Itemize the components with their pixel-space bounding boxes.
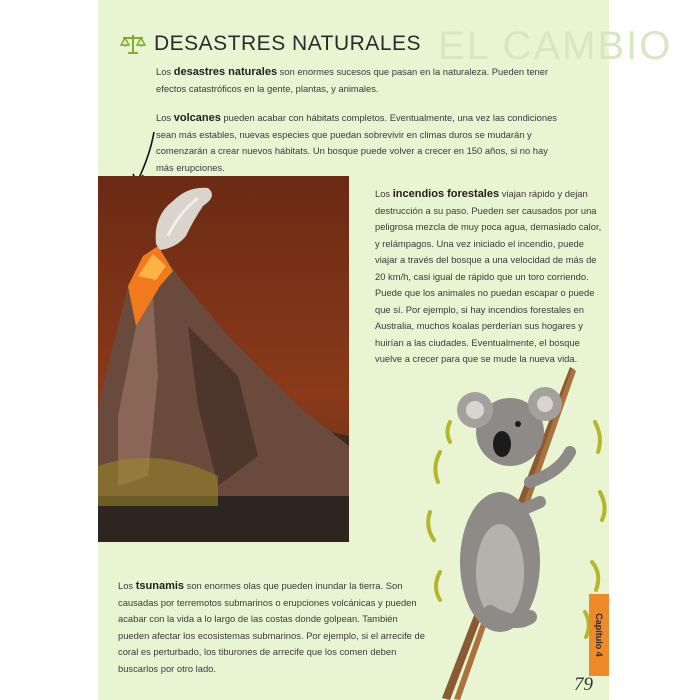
wildfires-text: viajan rápido y dejan destrucción a su paso. Pueden ser causados por una peligrosa mezcla de muy poca agua, demasiado calor, y relámpagos. Una vez iniciado el incendio, puede viajar a través del bosque a una velocidad de más de 20 km/h, casi igual de rápido que un toro corriendo. Puede que los animales no puedan escapar o puede que sí. Por ejemplo, si hay incendios forestales en Australia, muchos koalas perderían sus hogares y huirían a las ciudades. Eventualmente, el bosque vuelve a crecer para que se mude la nueva vida.: [375, 188, 602, 364]
wildfires-paragraph: [375, 186, 605, 368]
volcanoes-text: pueden acabar con hábitats completos. Eventualmente, una vez las condiciones sean más estables, nuevas especies que puedan sobrevivir en climas duros se mudarán y comenzarán a crear nuevos hábitats. Un bosque puede volver a crecer en 150 años, si no hay más erupciones.: [156, 112, 557, 173]
book-page: [98, 0, 673, 700]
wildfires-pre: Los: [375, 188, 393, 199]
tsunamis-keyword: tsunamis: [135, 580, 185, 592]
tsunamis-text: son enormes olas que pueden inundar la tierra. Son causadas por terremotos submarinos o erupciones volcánicas y pueden acabar con la vida a lo largo de las costas donde golpean. También pueden afectar los ecosistemas submarinos. Por ejemplo, si el arrecife de coral es perturbado, los tiburones de arrecife que los comen deben buscarlos por otro lado.: [118, 580, 425, 674]
volcano-illustration: [98, 176, 349, 542]
tsunamis-pre: Los: [118, 580, 136, 591]
section-header: [120, 32, 421, 56]
koala-illustration: [420, 362, 610, 700]
page-title: DESASTRES NATURALES: [154, 32, 422, 55]
chapter-label: Capítulo 4: [594, 613, 604, 657]
wildfires-keyword: incendios forestales: [392, 188, 500, 200]
intro-keyword: desastres naturales: [173, 66, 278, 78]
balance-scale-icon: [120, 33, 146, 55]
volcanoes-keyword: volcanes: [173, 112, 221, 124]
volcanoes-pre: Los: [156, 112, 174, 123]
volcanoes-paragraph: [156, 110, 566, 176]
faded-background-title: EL CAMBIO: [438, 24, 673, 68]
intro-paragraph: [156, 64, 556, 97]
intro-pre: Los: [156, 66, 174, 77]
tsunamis-paragraph: [118, 578, 430, 677]
chapter-tab: [589, 594, 609, 676]
page-number: 79: [574, 674, 593, 695]
intro-text: son enormes sucesos que pasan en la naturaleza. Pueden tener efectos catastróficos en la gente, plantas, y animales.: [156, 66, 549, 94]
